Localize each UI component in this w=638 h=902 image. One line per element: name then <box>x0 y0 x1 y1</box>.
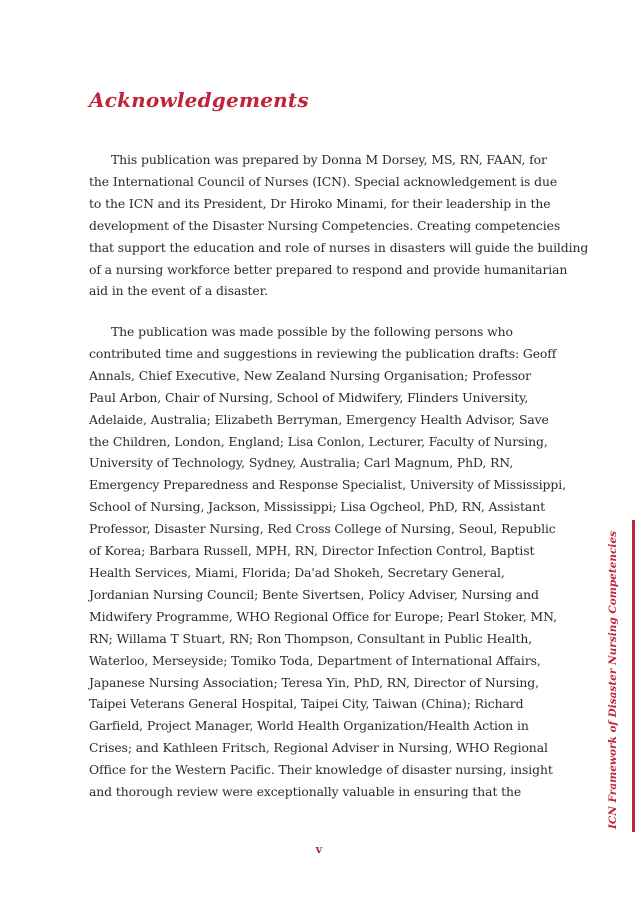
text-line: Paul Arbon, Chair of Nursing, School of Midwifery, Flinders University, <box>89 389 529 405</box>
text-line: Taipei Veterans General Hospital, Taipei City, Taiwan (China); Richard <box>89 696 524 712</box>
text-line: This publication was prepared by Donna M Dorsey, MS, RN, FAAN, for <box>111 152 547 167</box>
page-title: Acknowledgements <box>89 88 309 112</box>
text-line: aid in the event of a disaster. <box>89 283 268 299</box>
text-line: Midwifery Programme, WHO Regional Office for Europe; Pearl Stoker, MN, <box>89 608 557 624</box>
text-line: of a nursing workforce better prepared to respond and provide humanitarian <box>89 261 568 277</box>
side-title-container <box>600 530 626 830</box>
text-line: contributed time and suggestions in reviewing the publication drafts: Geoff <box>89 345 557 361</box>
text-line: Japanese Nursing Association; Teresa Yin, PhD, RN, Director of Nursing, <box>89 674 539 690</box>
text-line: University of Technology, Sydney, Australia; Carl Magnum, PhD, RN, <box>89 455 514 471</box>
side-title: ICN Framework of Disaster Nursing Competencies <box>607 531 619 829</box>
text-line: Emergency Preparedness and Response Specialist, University of Mississippi, <box>89 477 566 493</box>
side-rule <box>632 520 635 832</box>
acknowledgement-paragraph-2 <box>89 321 566 803</box>
page-number: v <box>315 843 323 856</box>
text-line: Crises; and Kathleen Fritsch, Regional Adviser in Nursing, WHO Regional <box>89 740 548 756</box>
acknowledgement-paragraph-1 <box>89 149 589 302</box>
text-line: that support the education and role of nurses in disasters will guide the building <box>89 239 589 255</box>
text-line: and thorough review were exceptionally valuable in ensuring that the <box>89 784 522 800</box>
text-line: Health Services, Miami, Florida; Da'ad Shokeh, Secretary General, <box>89 564 505 580</box>
text-line: Office for the Western Pacific. Their knowledge of disaster nursing, insight <box>89 762 553 778</box>
text-line: The publication was made possible by the following persons who <box>111 324 513 339</box>
text-line: the Children, London, England; Lisa Conlon, Lecturer, Faculty of Nursing, <box>89 433 548 449</box>
text-line: Waterloo, Merseyside; Tomiko Toda, Department of International Affairs, <box>89 652 541 668</box>
text-line: RN; Willama T Stuart, RN; Ron Thompson, Consultant in Public Health, <box>89 630 533 646</box>
text-line: Adelaide, Australia; Elizabeth Berryman, Emergency Health Advisor, Save <box>89 411 549 427</box>
text-line: development of the Disaster Nursing Competencies. Creating competencies <box>89 217 561 233</box>
text-line: the International Council of Nurses (ICN). Special acknowledgement is due <box>89 173 558 189</box>
text-line: to the ICN and its President, Dr Hiroko Minami, for their leadership in the <box>89 195 551 211</box>
text-line: Jordanian Nursing Council; Bente Sivertsen, Policy Adviser, Nursing and <box>89 586 539 602</box>
text-line: of Korea; Barbara Russell, MPH, RN, Director Infection Control, Baptist <box>89 543 535 559</box>
text-line: Garfield, Project Manager, World Health Organization/Health Action in <box>89 718 529 734</box>
text-line: Annals, Chief Executive, New Zealand Nursing Organisation; Professor <box>89 367 531 383</box>
text-line: Professor, Disaster Nursing, Red Cross College of Nursing, Seoul, Republic <box>89 521 556 537</box>
text-line: School of Nursing, Jackson, Mississippi; Lisa Ogcheol, PhD, RN, Assistant <box>89 499 545 515</box>
